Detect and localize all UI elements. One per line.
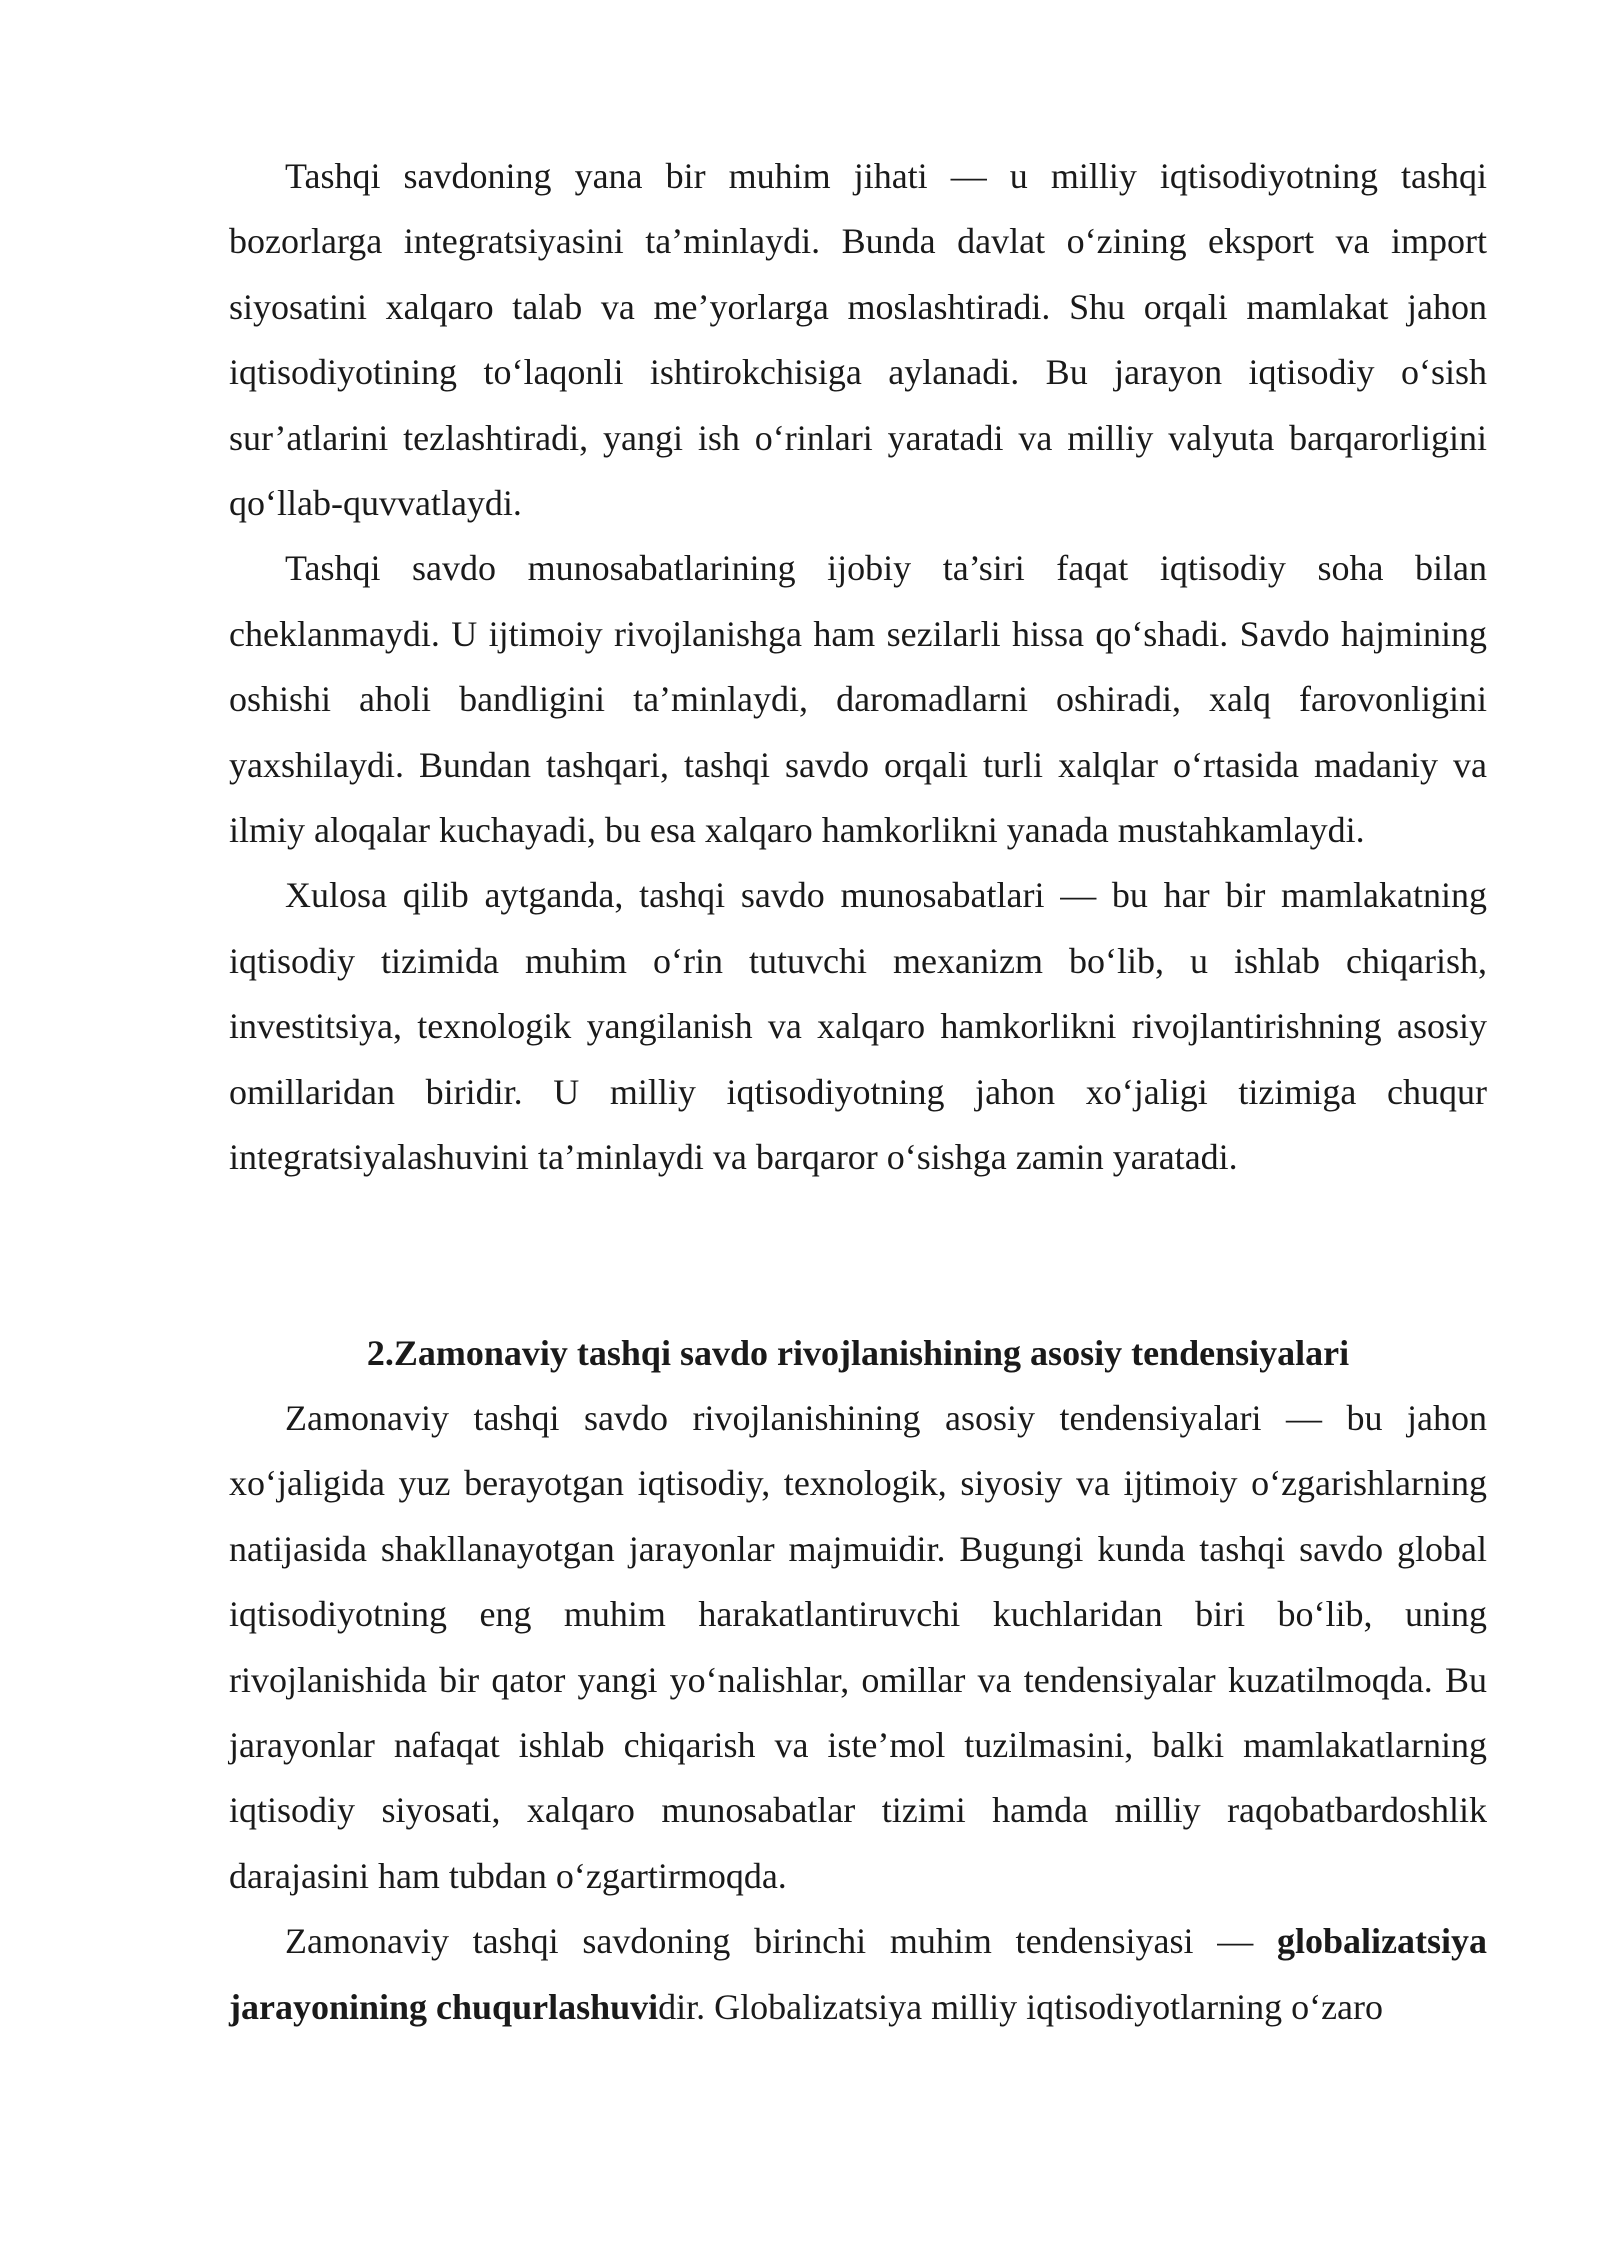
paragraph-modern-trends: Zamonaviy tashqi savdo rivojlanishining asosiy tendensiyalari — bu jahon xo‘jaligida yuz berayotgan iqtisodiy, texnologik, siyosiy va ijtimoiy o‘zgarishlarning natijasida shakllanayotgan jarayonlar majmuidir. Bugungi kunda tashqi savdo global iqtisodiyotning eng muhim harakatlantiruvchi kuchlaridan biri bo‘lib, uning rivojlanishida bir qator yangi yo‘nalishlar, omillar va tendensiyalar kuzatilmoqda. Bu jarayonlar nafaqat ishlab chiqarish va iste’mol tuzilmasini, balki mamlakatlarning iqtisodiy siyosati, xalqaro munosabatlar tizimi hamda milliy raqobatbardoshlik darajasini ham tubdan o‘zgartirmoqda. — [229, 1397, 1487, 1896]
section-heading: 2.Zamonaviy tashqi savdo rivojlanishining asosiy tendensiyalari — [366, 1332, 1350, 1373]
paragraph-social-impact: Tashqi savdo munosabatlarining ijobiy ta’siri faqat iqtisodiy soha bilan cheklanmaydi. U ijtimoiy rivojlanishga ham sezilarli hissa qo‘shadi. Savdo hajmining oshishi aholi bandligini ta’minlaydi, daromadlarni oshiradi, xalq farovonligini yaxshilaydi. Bundan tashqari, tashqi savdo orqali turli xalqlar o‘rtasida madaniy va ilmiy aloqalar kuchayadi, bu esa xalqaro hamkorlikni yanada mustahkamlaydi. — [229, 548, 1487, 851]
paragraph-globalization — [229, 1909, 1487, 2040]
paragraph-globalization-tail: dir. Globalizatsiya milliy iqtisodiyotlarning o‘zaro — [658, 1986, 1384, 2027]
document-body — [229, 144, 1487, 2040]
paragraph-globalization-lead: Zamonaviy tashqi savdoning birinchi muhim tendensiyasi — — [285, 1921, 1277, 1962]
paragraph-globalization-bold-term: globalizatsiya jarayonining chuqurlashuvi — [229, 1921, 1487, 2027]
paragraph-conclusion: Xulosa qilib aytganda, tashqi savdo munosabatlari — bu har bir mamlakatning iqtisodiy tizimida muhim o‘rin tutuvchi mexanizm bo‘lib, u ishlab chiqarish, investitsiya, texnologik yangilanish va xalqaro hamkorlikni rivojlantirishning asosiy omillaridan biridir. U milliy iqtisodiyotning jahon xo‘jaligi tizimiga chuqur integratsiyalashuvini ta’minlaydi va barqaror o‘sishga zamin yaratadi. — [229, 875, 1487, 1178]
paragraph-foreign-trade-integration: Tashqi savdoning yana bir muhim jihati — u milliy iqtisodiyotning tashqi bozorlarga integratsiyasini ta’minlaydi. Bunda davlat o‘zining eksport va import siyosatini xalqaro talab va me’yorlarga moslashtiradi. Shu orqali mamlakat jahon iqtisodiyotining to‘laqonli ishtirokchisiga aylanadi. Bu jarayon iqtisodiy o‘sish sur’atlarini tezlashtiradi, yangi ish o‘rinlari yaratadi va milliy valyuta barqarorligini qo‘llab-quvvatlaydi. — [229, 156, 1487, 524]
section-spacer — [229, 1191, 1487, 1321]
